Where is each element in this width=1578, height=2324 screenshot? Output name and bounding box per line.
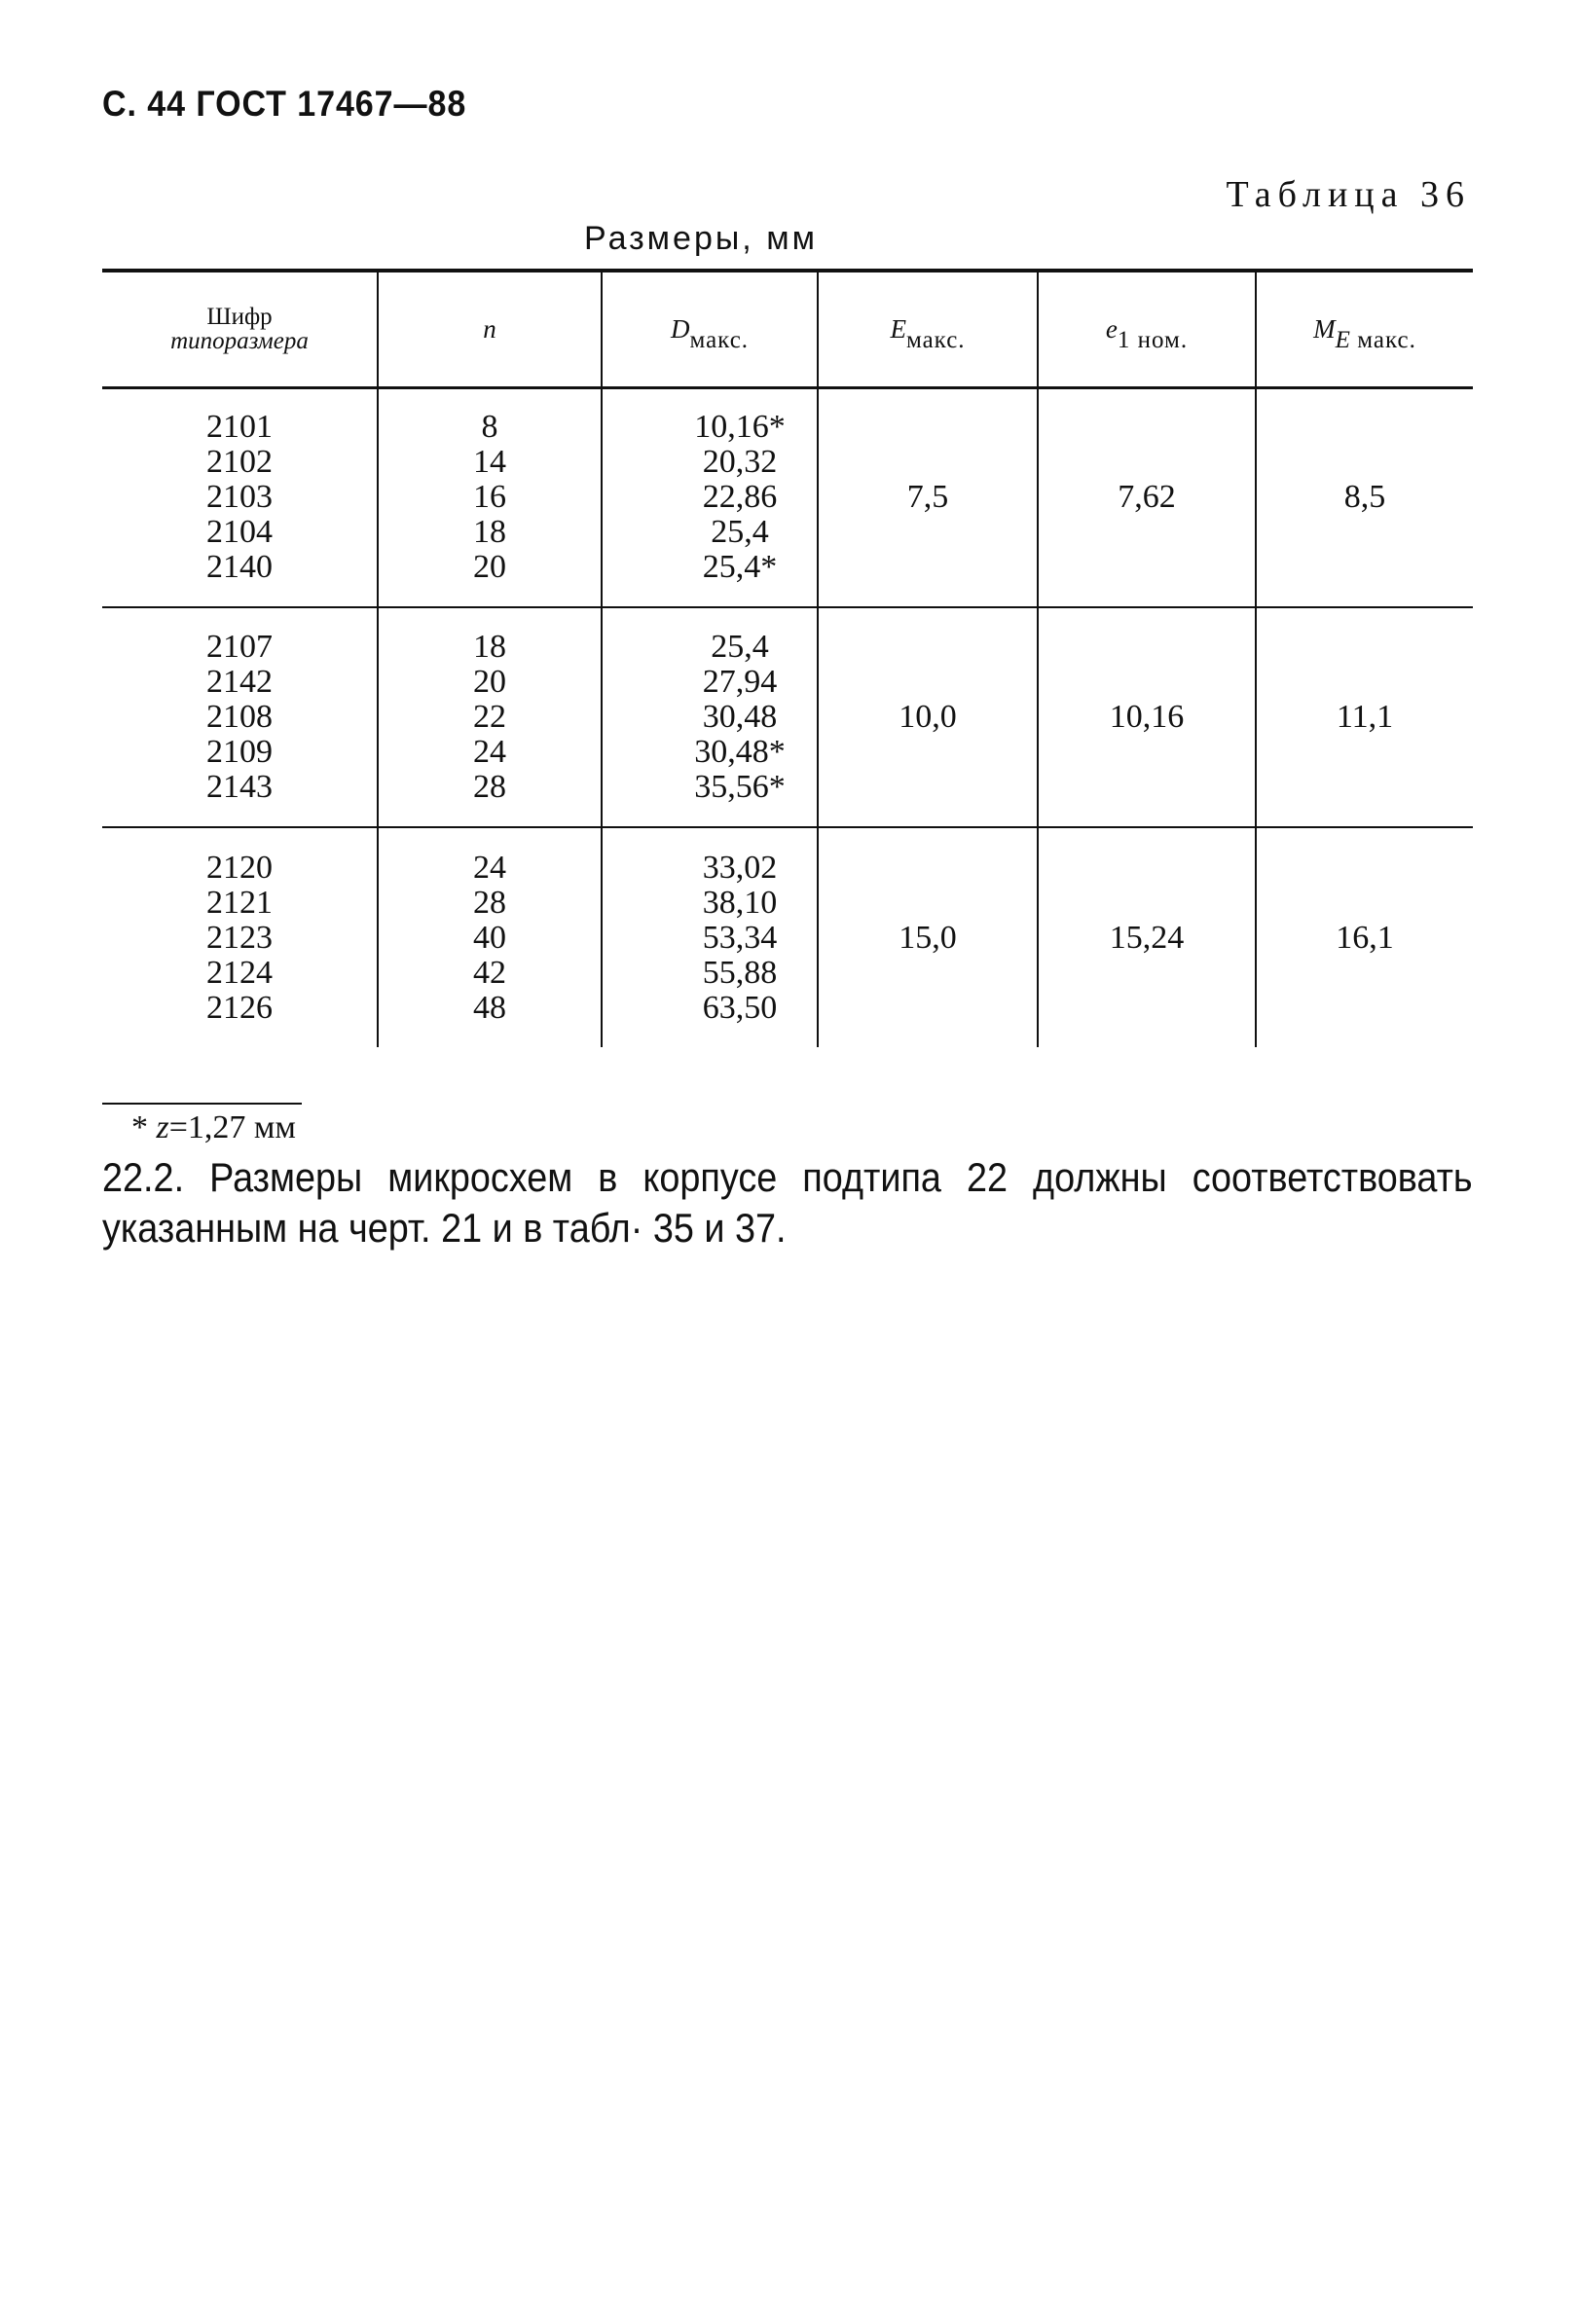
code-value: 2142 — [206, 664, 273, 700]
me-max-cell: 11,1 — [1256, 607, 1473, 827]
code-cell — [102, 827, 378, 1047]
d-max-value: 22,86 — [702, 479, 778, 516]
d-max-value: 55,88 — [702, 954, 778, 991]
code-value: 2140 — [206, 549, 273, 586]
code-value: 2143 — [206, 769, 273, 805]
header-d-sub: макс. — [689, 326, 750, 353]
d-max-value: 25,4 — [711, 629, 769, 665]
header-me-sub: макс. — [1349, 326, 1416, 353]
code-cell — [102, 607, 378, 827]
header-e1-nom — [1038, 271, 1256, 387]
code-value: 2104 — [206, 514, 273, 551]
n-cell — [378, 387, 602, 607]
d-max-cell — [602, 827, 818, 1047]
me-max-cell: 8,5 — [1256, 387, 1473, 607]
n-value: 8 — [481, 409, 498, 446]
footnote-mark: * — [131, 1109, 148, 1145]
header-d-symbol: D — [670, 313, 690, 344]
code-value: 2101 — [206, 409, 273, 446]
e-max-cell: 10,0 — [818, 607, 1038, 827]
code-cell — [102, 387, 378, 607]
d-max-value: 30,48* — [694, 734, 786, 770]
table-group-row — [102, 827, 1473, 1047]
code-value: 2120 — [206, 849, 273, 886]
dimensions-table — [102, 269, 1473, 1047]
code-value: 2108 — [206, 699, 273, 735]
code-value: 2124 — [206, 954, 273, 991]
e-max-cell: 7,5 — [818, 387, 1038, 607]
e1-nom-cell: 7,62 — [1038, 387, 1256, 607]
footnote-variable: z — [156, 1109, 169, 1145]
body-paragraph — [102, 1152, 1473, 1253]
code-value: 2126 — [206, 989, 273, 1026]
n-value: 20 — [473, 664, 506, 700]
table-group-row — [102, 607, 1473, 827]
header-e-max — [818, 271, 1038, 387]
code-value: 2121 — [206, 884, 273, 921]
d-max-value: 25,4 — [711, 514, 769, 551]
n-value: 28 — [473, 884, 506, 921]
header-e-symbol: E — [890, 313, 906, 344]
n-value: 18 — [473, 514, 506, 551]
paragraph-text: Размеры микросхем в корпусе подтипа 22 должны соответствовать указанным на черт. 21 и в табл· 35 и 37. — [102, 1154, 1473, 1251]
header-e1-sub: 1 ном. — [1117, 326, 1189, 353]
header-code-line1: Шифр — [206, 304, 273, 331]
header-n-symbol: n — [483, 313, 496, 344]
header-e1-symbol: e — [1105, 313, 1118, 344]
n-value: 28 — [473, 769, 506, 805]
n-value: 40 — [473, 919, 506, 956]
d-max-value: 38,10 — [702, 884, 778, 921]
header-d-max — [602, 271, 818, 387]
e1-nom-cell: 15,24 — [1038, 827, 1256, 1047]
n-cell — [378, 827, 602, 1047]
code-value: 2103 — [206, 479, 273, 516]
header-code — [102, 271, 378, 387]
table-header-row — [102, 271, 1473, 387]
d-max-value: 30,48 — [702, 699, 778, 735]
e1-nom-cell: 10,16 — [1038, 607, 1256, 827]
n-value: 48 — [473, 989, 506, 1026]
table-caption: Размеры, мм — [584, 220, 818, 257]
d-max-value: 35,56* — [694, 769, 786, 805]
d-max-value: 53,34 — [702, 919, 778, 956]
header-code-line2: типоразмера — [170, 328, 309, 355]
footnote-text: =1,27 мм — [168, 1109, 296, 1145]
header-me-max — [1256, 271, 1473, 387]
d-max-value: 25,4* — [702, 549, 778, 586]
d-max-value: 20,32 — [702, 444, 778, 481]
d-max-value: 63,50 — [702, 989, 778, 1026]
paragraph-number: 22.2. — [102, 1154, 185, 1200]
me-max-cell: 16,1 — [1256, 827, 1473, 1047]
n-value: 18 — [473, 629, 506, 665]
n-value: 42 — [473, 954, 506, 991]
n-value: 24 — [473, 734, 506, 770]
n-value: 20 — [473, 549, 506, 586]
header-me-sub-italic: E — [1335, 326, 1350, 353]
d-max-value: 10,16* — [694, 409, 786, 446]
code-value: 2107 — [206, 629, 273, 665]
n-value: 24 — [473, 849, 506, 886]
header-e-sub: макс. — [905, 326, 966, 353]
footnote-divider — [102, 1103, 302, 1105]
d-max-cell — [602, 387, 818, 607]
d-max-value: 27,94 — [702, 664, 778, 700]
e-max-cell: 15,0 — [818, 827, 1038, 1047]
n-value: 14 — [473, 444, 506, 481]
n-cell — [378, 607, 602, 827]
footnote — [131, 1109, 296, 1146]
page-header: С. 44 ГОСТ 17467—88 — [102, 84, 467, 124]
code-value: 2123 — [206, 919, 273, 956]
code-value: 2109 — [206, 734, 273, 770]
table-number: Таблица 36 — [1226, 174, 1471, 215]
n-value: 22 — [473, 699, 506, 735]
d-max-value: 33,02 — [702, 849, 778, 886]
code-value: 2102 — [206, 444, 273, 481]
header-me-symbol: M — [1313, 313, 1336, 344]
n-value: 16 — [473, 479, 506, 516]
header-n — [378, 271, 602, 387]
d-max-cell — [602, 607, 818, 827]
table-group-row — [102, 387, 1473, 607]
